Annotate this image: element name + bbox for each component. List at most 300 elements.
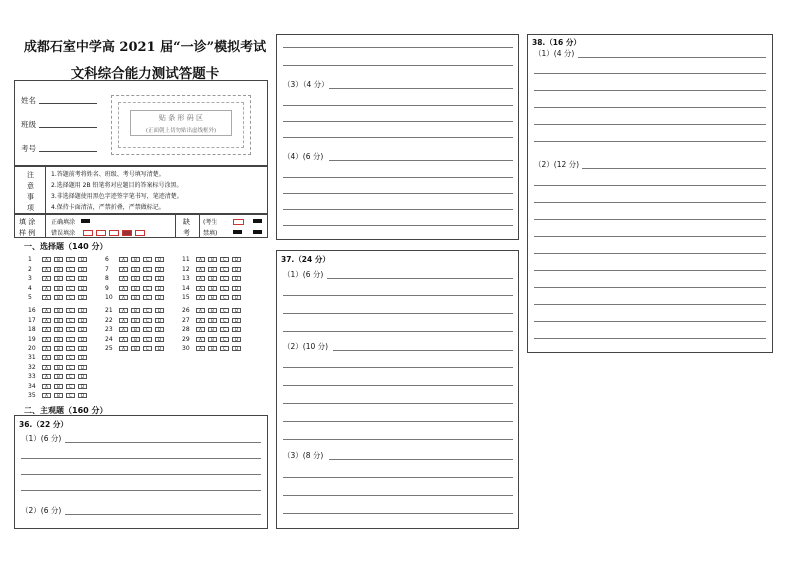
question-number: 13 <box>182 275 190 282</box>
option-bubble-b[interactable]: B <box>54 286 63 291</box>
option-bubble-d[interactable]: D <box>232 257 241 262</box>
barcode-hint: (正面朝上切勿贴出虚线框外) <box>145 128 217 134</box>
question-row <box>28 266 90 273</box>
question-number: 3 <box>28 275 32 282</box>
q37-head: 37.（24 分） <box>281 255 330 264</box>
option-bubble-c[interactable]: C <box>143 327 152 332</box>
option-bubble-a[interactable]: A <box>42 308 51 313</box>
answer-line[interactable] <box>65 442 261 443</box>
answer-line[interactable] <box>283 331 513 332</box>
option-bubble-b[interactable]: B <box>54 276 63 281</box>
name-field[interactable] <box>39 103 97 104</box>
q37-box <box>276 250 519 529</box>
exam-no-label: 考号 <box>21 144 36 153</box>
question-row <box>182 275 244 282</box>
question-number: 26 <box>182 307 190 314</box>
option-bubble-d[interactable]: D <box>232 327 241 332</box>
answer-line[interactable] <box>534 124 766 125</box>
option-bubble-a[interactable]: A <box>196 327 205 332</box>
answer-line[interactable] <box>283 209 513 210</box>
absent-top: 缺 <box>183 218 190 226</box>
option-bubble-b[interactable]: B <box>131 295 140 300</box>
question-row <box>105 336 167 343</box>
question-number: 17 <box>28 316 36 324</box>
col2-top-box <box>276 34 519 240</box>
q37-part2: （2）(10 分) <box>283 342 329 351</box>
option-bubble-c[interactable]: C <box>66 374 75 379</box>
option-bubble-a[interactable]: A <box>119 327 128 332</box>
question-number: 8 <box>105 275 109 282</box>
option-bubble-b[interactable]: B <box>131 346 140 351</box>
option-bubble-c[interactable]: C <box>220 337 229 342</box>
question-number: 14 <box>182 284 190 292</box>
option-bubble-c[interactable]: C <box>143 318 152 323</box>
question-number: 28 <box>182 326 190 333</box>
option-bubble-d[interactable]: D <box>78 355 87 360</box>
option-bubble-d[interactable]: D <box>155 308 164 313</box>
option-bubble-b[interactable]: B <box>131 276 140 281</box>
answer-line[interactable] <box>283 421 513 422</box>
question-row <box>28 345 90 352</box>
option-bubble-c[interactable]: C <box>220 295 229 300</box>
option-bubble-c[interactable]: C <box>66 295 75 300</box>
option-bubble-b[interactable]: B <box>131 267 140 272</box>
option-bubble-a[interactable]: A <box>119 346 128 351</box>
option-bubble-a[interactable]: A <box>42 355 51 360</box>
question-number: 16 <box>28 307 36 314</box>
answer-line[interactable] <box>283 313 513 314</box>
option-bubble-a[interactable]: A <box>42 346 51 351</box>
question-row <box>105 294 167 301</box>
answer-line[interactable] <box>283 403 513 404</box>
option-bubble-d[interactable]: D <box>78 337 87 342</box>
correct-fill-label: 正确填涂 <box>51 219 76 226</box>
option-bubble-a[interactable]: A <box>119 295 128 300</box>
answer-line[interactable] <box>283 177 513 178</box>
answer-line[interactable] <box>283 137 513 138</box>
option-bubble-b[interactable]: B <box>54 257 63 262</box>
option-bubble-b[interactable]: B <box>208 286 217 291</box>
option-bubble-d[interactable]: D <box>232 346 241 351</box>
option-bubble-b[interactable]: B <box>208 276 217 281</box>
section1-title: 一、选择题（140 分） <box>24 242 108 251</box>
question-number: 11 <box>182 256 190 263</box>
note-item: 2.选择题用 2B 铅笔将对应题目的答案标号涂黑。 <box>51 182 183 189</box>
class-field[interactable] <box>39 127 97 128</box>
question-row <box>182 256 244 263</box>
q36-part1: （1）(6 分) <box>21 434 62 443</box>
question-number: 1 <box>28 256 32 263</box>
question-number: 21 <box>105 307 113 314</box>
question-row <box>28 354 90 361</box>
question-row <box>182 336 244 343</box>
answer-line[interactable] <box>283 193 513 194</box>
answer-line[interactable] <box>283 225 513 226</box>
q36-head: 36.（22 分） <box>19 420 68 429</box>
q36-box <box>14 415 268 529</box>
q37-part1: （1）(6 分) <box>283 270 324 279</box>
option-bubble-b[interactable]: B <box>54 374 63 379</box>
option-bubble-d[interactable]: D <box>232 286 241 291</box>
option-bubble-d[interactable]: D <box>78 257 87 262</box>
answer-line[interactable] <box>534 219 766 220</box>
option-bubble-c[interactable]: C <box>143 308 152 313</box>
option-bubble-d[interactable]: D <box>78 374 87 379</box>
question-number: 15 <box>182 294 190 301</box>
question-row <box>28 256 90 263</box>
option-bubble-b[interactable]: B <box>208 295 217 300</box>
question-number: 24 <box>105 335 113 343</box>
answer-line[interactable] <box>65 514 261 515</box>
absent-forbid: 禁填) <box>203 230 218 237</box>
option-bubble-b[interactable]: B <box>208 257 217 262</box>
question-number: 31 <box>28 354 36 361</box>
option-bubble-d[interactable]: D <box>232 295 241 300</box>
answer-line[interactable] <box>329 88 513 89</box>
option-bubble-a[interactable]: A <box>196 286 205 291</box>
option-bubble-b[interactable]: B <box>54 393 63 398</box>
question-row <box>105 285 167 292</box>
answer-line[interactable] <box>21 458 261 459</box>
question-row <box>105 326 167 333</box>
question-number: 27 <box>182 316 190 324</box>
note-item: 4.保持卡面清洁，严禁折叠，严禁做标记。 <box>51 204 165 211</box>
option-bubble-c[interactable]: C <box>143 267 152 272</box>
question-row <box>105 275 167 282</box>
section2-title: 二、主观题（160 分） <box>24 406 108 415</box>
absent-student: (考生 <box>203 219 218 226</box>
option-bubble-a[interactable]: A <box>119 337 128 342</box>
question-row <box>28 373 90 380</box>
notes-side-2: 意 <box>27 182 34 190</box>
fill-example-box <box>14 214 268 238</box>
option-bubble-a[interactable]: A <box>42 257 51 262</box>
option-bubble-c[interactable]: C <box>66 346 75 351</box>
option-bubble-a[interactable]: A <box>119 286 128 291</box>
option-bubble-a[interactable]: A <box>196 337 205 342</box>
answer-line[interactable] <box>283 105 513 106</box>
answer-line[interactable] <box>283 47 513 48</box>
option-bubble-d[interactable]: D <box>78 267 87 272</box>
option-bubble-b[interactable]: B <box>208 318 217 323</box>
answer-line[interactable] <box>283 121 513 122</box>
option-bubble-c[interactable]: C <box>66 257 75 262</box>
question-number: 12 <box>182 265 190 273</box>
option-bubble-c[interactable]: C <box>66 384 75 389</box>
option-bubble-a[interactable]: A <box>42 276 51 281</box>
note-item: 3.非选择题使用黑色字迹签字笔书写，笔迹清楚。 <box>51 193 183 200</box>
answer-line[interactable] <box>21 490 261 491</box>
answer-line[interactable] <box>21 474 261 475</box>
question-row <box>28 294 90 301</box>
name-label: 姓名 <box>21 96 36 105</box>
option-bubble-a[interactable]: A <box>119 267 128 272</box>
option-bubble-c[interactable]: C <box>66 365 75 370</box>
option-bubble-c[interactable]: C <box>66 267 75 272</box>
option-bubble-c[interactable]: C <box>66 308 75 313</box>
option-bubble-a[interactable]: A <box>42 365 51 370</box>
answer-line[interactable] <box>534 107 766 108</box>
option-bubble-d[interactable]: D <box>155 257 164 262</box>
class-label: 班级 <box>21 120 36 129</box>
answer-line[interactable] <box>534 236 766 237</box>
absent-box[interactable] <box>233 219 244 225</box>
option-bubble-d[interactable]: D <box>232 337 241 342</box>
option-bubble-a[interactable]: A <box>196 276 205 281</box>
option-bubble-c[interactable]: C <box>66 318 75 323</box>
answer-line[interactable] <box>327 278 513 279</box>
answer-line[interactable] <box>534 338 766 339</box>
question-number: 7 <box>105 265 109 273</box>
option-bubble-c[interactable]: C <box>220 318 229 323</box>
answer-line[interactable] <box>534 270 766 271</box>
question-number: 9 <box>105 284 109 292</box>
question-number: 20 <box>28 345 36 352</box>
answer-line[interactable] <box>329 459 513 460</box>
option-bubble-c[interactable]: C <box>220 346 229 351</box>
question-number: 32 <box>28 363 36 371</box>
option-bubble-d[interactable]: D <box>78 318 87 323</box>
option-bubble-d[interactable]: D <box>155 276 164 281</box>
option-bubble-b[interactable]: B <box>208 337 217 342</box>
option-bubble-a[interactable]: A <box>42 286 51 291</box>
question-row <box>182 345 244 352</box>
option-bubble-a[interactable]: A <box>42 327 51 332</box>
question-row <box>28 336 90 343</box>
option-bubble-b[interactable]: B <box>131 337 140 342</box>
option-bubble-d[interactable]: D <box>232 276 241 281</box>
notes-side-3: 事 <box>27 193 34 201</box>
option-bubble-a[interactable]: A <box>42 393 51 398</box>
answer-line[interactable] <box>283 513 513 514</box>
option-bubble-d[interactable]: D <box>155 295 164 300</box>
answer-line[interactable] <box>582 168 766 169</box>
option-bubble-b[interactable]: B <box>54 355 63 360</box>
option-bubble-b[interactable]: B <box>131 286 140 291</box>
option-bubble-d[interactable]: D <box>155 286 164 291</box>
option-bubble-b[interactable]: B <box>131 318 140 323</box>
question-number: 4 <box>28 284 32 292</box>
question-number: 19 <box>28 335 36 343</box>
question-number: 6 <box>105 256 109 263</box>
option-bubble-c[interactable]: C <box>143 346 152 351</box>
option-bubble-d[interactable]: D <box>78 308 87 313</box>
correct-fill-mark <box>81 219 90 223</box>
question-row <box>105 256 167 263</box>
option-bubble-a[interactable]: A <box>119 276 128 281</box>
option-bubble-d[interactable]: D <box>155 327 164 332</box>
answer-line[interactable] <box>333 350 513 351</box>
option-bubble-b[interactable]: B <box>54 327 63 332</box>
option-bubble-d[interactable]: D <box>78 276 87 281</box>
option-bubble-c[interactable]: C <box>220 327 229 332</box>
option-bubble-a[interactable]: A <box>119 308 128 313</box>
answer-line[interactable] <box>534 185 766 186</box>
answer-line[interactable] <box>534 253 766 254</box>
option-bubble-a[interactable]: A <box>42 295 51 300</box>
barcode-title: 贴 条 形 码 区 <box>159 114 203 122</box>
answer-line[interactable] <box>283 439 513 440</box>
option-bubble-b[interactable]: B <box>54 308 63 313</box>
question-number: 33 <box>28 373 36 380</box>
note-item: 1.答题前考将姓名、班级、考号填写清楚。 <box>51 171 165 178</box>
answer-line[interactable] <box>578 57 766 58</box>
question-row <box>105 307 167 314</box>
option-bubble-b[interactable]: B <box>54 337 63 342</box>
option-bubble-a[interactable]: A <box>196 346 205 351</box>
answer-line[interactable] <box>534 141 766 142</box>
option-bubble-d[interactable]: D <box>78 365 87 370</box>
question-number: 23 <box>105 326 113 333</box>
option-bubble-a[interactable]: A <box>196 318 205 323</box>
option-bubble-c[interactable]: C <box>66 286 75 291</box>
option-bubble-c[interactable]: C <box>220 257 229 262</box>
option-bubble-b[interactable]: B <box>208 267 217 272</box>
option-bubble-a[interactable]: A <box>42 337 51 342</box>
question-row <box>28 383 90 390</box>
option-bubble-b[interactable]: B <box>54 365 63 370</box>
option-bubble-c[interactable]: C <box>220 286 229 291</box>
option-bubble-a[interactable]: A <box>119 318 128 323</box>
question-number: 18 <box>28 326 36 333</box>
q35-part3: （3）（4 分） <box>283 80 329 89</box>
answer-line[interactable] <box>534 321 766 322</box>
q38-head: 38.（16 分） <box>532 38 581 47</box>
option-bubble-c[interactable]: C <box>143 257 152 262</box>
option-bubble-d[interactable]: D <box>155 318 164 323</box>
wrong-fill-label: 错误填涂 <box>51 230 76 237</box>
question-row <box>105 266 167 273</box>
question-row <box>28 364 90 371</box>
answer-line[interactable] <box>534 202 766 203</box>
option-bubble-b[interactable]: B <box>208 308 217 313</box>
option-bubble-c[interactable]: C <box>66 276 75 281</box>
absent-bottom: 考 <box>183 229 190 237</box>
question-number: 10 <box>105 294 113 301</box>
option-bubble-b[interactable]: B <box>131 327 140 332</box>
answer-line[interactable] <box>329 160 513 161</box>
option-bubble-a[interactable]: A <box>196 295 205 300</box>
answer-line[interactable] <box>283 477 513 478</box>
q38-box <box>527 34 773 353</box>
option-bubble-c[interactable]: C <box>66 393 75 398</box>
question-row <box>105 317 167 324</box>
answer-line[interactable] <box>534 90 766 91</box>
question-row <box>182 266 244 273</box>
option-bubble-c[interactable]: C <box>143 286 152 291</box>
barcode-area <box>111 95 251 155</box>
question-number: 34 <box>28 382 36 390</box>
option-bubble-d[interactable]: D <box>78 346 87 351</box>
option-bubble-b[interactable]: B <box>131 308 140 313</box>
option-bubble-c[interactable]: C <box>220 308 229 313</box>
school-title: 成都石室中学高 2021 届“一诊”模拟考试 <box>23 40 267 55</box>
option-bubble-c[interactable]: C <box>143 276 152 281</box>
option-bubble-c[interactable]: C <box>143 295 152 300</box>
option-bubble-d[interactable]: D <box>78 393 87 398</box>
option-bubble-b[interactable]: B <box>54 318 63 323</box>
option-bubble-a[interactable]: A <box>42 267 51 272</box>
option-bubble-b[interactable]: B <box>208 327 217 332</box>
notes-box <box>14 166 268 214</box>
fill-label-bottom: 样 例 <box>19 229 36 237</box>
option-bubble-a[interactable]: A <box>42 384 51 389</box>
option-bubble-d[interactable]: D <box>78 295 87 300</box>
option-bubble-d[interactable]: D <box>78 384 87 389</box>
q37-part3: （3）(8 分) <box>283 451 324 460</box>
option-bubble-b[interactable]: B <box>54 267 63 272</box>
answer-line[interactable] <box>283 495 513 496</box>
student-info-box <box>14 80 268 166</box>
option-bubble-a[interactable]: A <box>196 308 205 313</box>
question-row <box>182 326 244 333</box>
question-number: 29 <box>182 335 190 343</box>
option-bubble-d[interactable]: D <box>155 337 164 342</box>
option-bubble-d[interactable]: D <box>78 327 87 332</box>
question-row <box>28 285 90 292</box>
option-bubble-c[interactable]: C <box>220 267 229 272</box>
option-bubble-b[interactable]: B <box>54 346 63 351</box>
option-bubble-d[interactable]: D <box>232 308 241 313</box>
option-bubble-c[interactable]: C <box>66 355 75 360</box>
answer-line[interactable] <box>283 295 513 296</box>
option-bubble-a[interactable]: A <box>42 318 51 323</box>
option-bubble-c[interactable]: C <box>66 337 75 342</box>
notes-side-1: 注 <box>27 171 34 179</box>
option-bubble-c[interactable]: C <box>66 327 75 332</box>
question-number: 5 <box>28 294 32 301</box>
question-row <box>28 275 90 282</box>
question-row <box>28 326 90 333</box>
option-bubble-b[interactable]: B <box>208 346 217 351</box>
q38-part2: （2）(12 分) <box>534 160 580 169</box>
option-bubble-b[interactable]: B <box>131 257 140 262</box>
option-bubble-c[interactable]: C <box>220 276 229 281</box>
question-row <box>105 345 167 352</box>
option-bubble-d[interactable]: D <box>232 267 241 272</box>
option-bubble-b[interactable]: B <box>54 384 63 389</box>
question-number: 22 <box>105 316 113 324</box>
option-bubble-d[interactable]: D <box>155 346 164 351</box>
answer-line[interactable] <box>283 385 513 386</box>
question-number: 25 <box>105 345 113 352</box>
answer-line[interactable] <box>283 367 513 368</box>
option-bubble-d[interactable]: D <box>155 267 164 272</box>
answer-line[interactable] <box>534 287 766 288</box>
notes-side-4: 项 <box>27 204 34 212</box>
answer-line[interactable] <box>534 73 766 74</box>
option-bubble-a[interactable]: A <box>119 257 128 262</box>
option-bubble-d[interactable]: D <box>232 318 241 323</box>
question-row <box>182 294 244 301</box>
exam-no-field[interactable] <box>39 151 97 152</box>
option-bubble-a[interactable]: A <box>196 257 205 262</box>
option-bubble-a[interactable]: A <box>196 267 205 272</box>
option-bubble-c[interactable]: C <box>143 337 152 342</box>
question-number: 30 <box>182 345 190 352</box>
option-bubble-b[interactable]: B <box>54 295 63 300</box>
q36-part2: （2）(6 分) <box>21 506 62 515</box>
answer-line[interactable] <box>534 304 766 305</box>
question-number: 2 <box>28 265 32 273</box>
question-row <box>28 392 90 399</box>
answer-line[interactable] <box>283 65 513 66</box>
card-title: 文科综合能力测试答题卡 <box>70 66 220 82</box>
option-bubble-d[interactable]: D <box>78 286 87 291</box>
q38-part1: （1）(4 分) <box>534 49 575 58</box>
option-bubble-a[interactable]: A <box>42 374 51 379</box>
question-row <box>182 285 244 292</box>
